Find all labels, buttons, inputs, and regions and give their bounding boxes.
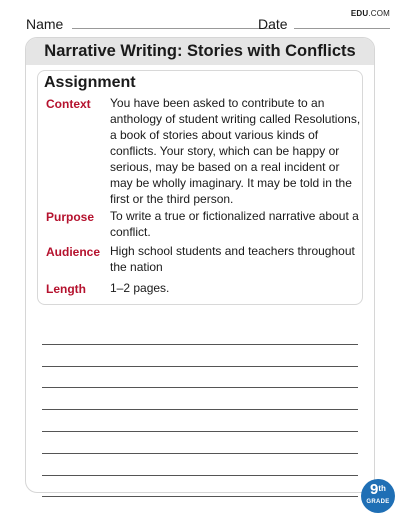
- audience-label: Audience: [46, 245, 101, 259]
- purpose-text: To write a true or fictionalized narrative about a conflict.: [110, 209, 359, 239]
- brand-suffix: .COM: [368, 9, 390, 18]
- writing-area[interactable]: [42, 323, 358, 497]
- grade-label: GRADE: [366, 499, 390, 505]
- name-label: Name: [26, 16, 64, 32]
- name-field-line[interactable]: [72, 28, 276, 29]
- date-field-line[interactable]: [294, 28, 390, 29]
- writing-line[interactable]: [42, 345, 358, 367]
- writing-line[interactable]: [42, 323, 358, 345]
- grade-number-suffix: th: [378, 484, 386, 493]
- worksheet-title: Narrative Writing: Stories with Conflicts: [44, 42, 356, 60]
- grade-number-digit: 9: [370, 481, 379, 498]
- grade-number: [361, 482, 395, 497]
- grade-badge: [361, 479, 395, 513]
- brand-name: EDU: [350, 9, 369, 18]
- writing-line[interactable]: [42, 476, 358, 498]
- length-label: Length: [46, 282, 86, 296]
- context-text: You have been asked to contribute to an anthology of student writing called Resolutions, a book of stories about various kinds of conflicts. Your story, which can be happy or serious, may be based on a real incident or may be wholly imaginary. It may be told in the first or the third person.: [110, 96, 361, 206]
- assignment-card: [37, 70, 363, 305]
- writing-line[interactable]: [42, 432, 358, 454]
- purpose-label: Purpose: [46, 210, 95, 224]
- length-text: 1–2 pages.: [110, 281, 170, 295]
- header-row: [26, 14, 390, 34]
- assignment-heading: Assignment: [44, 74, 136, 91]
- writing-line[interactable]: [42, 388, 358, 410]
- context-label: Context: [46, 97, 91, 111]
- title-bar: [26, 38, 374, 65]
- date-label: Date: [258, 16, 288, 32]
- audience-text: High school students and teachers throughout the nation: [110, 244, 355, 274]
- writing-line[interactable]: [42, 367, 358, 389]
- brand-logo: [351, 9, 390, 18]
- writing-line[interactable]: [42, 410, 358, 432]
- writing-line[interactable]: [42, 454, 358, 476]
